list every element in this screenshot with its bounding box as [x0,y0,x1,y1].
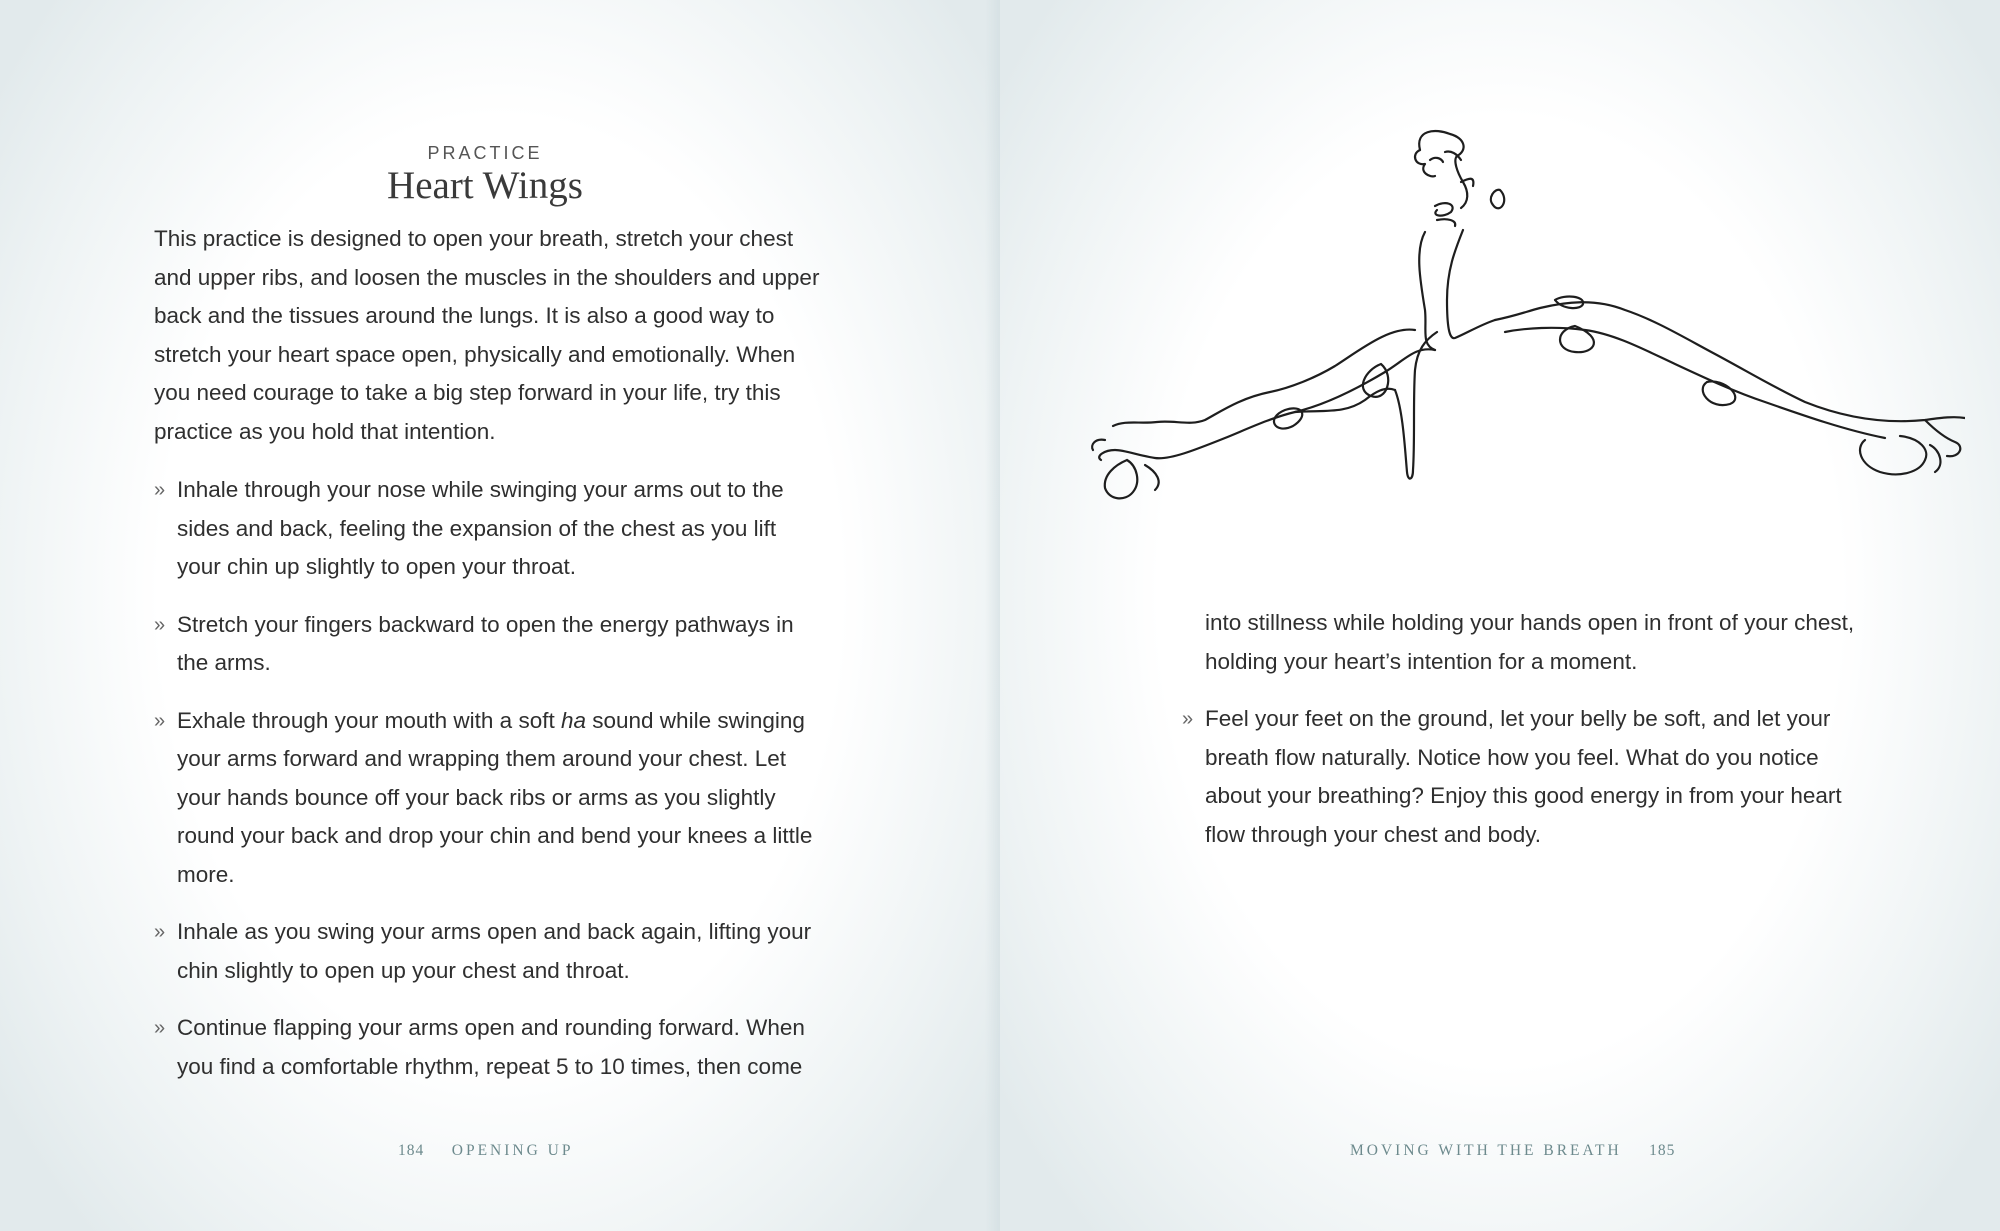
line-drawing-figure-icon [1085,120,1965,500]
bullet-icon: » [1182,708,1194,730]
practice-kicker: PRACTICE [427,143,543,163]
step-text: Stretch your fingers backward to open the energy pathways in the arms. [177,611,794,675]
step-text: Inhale through your nose while swinging your arms out to the sides and back, feeling the expansion of the chest as you lift your chin up slightly to open your throat. [177,477,784,579]
list-item [154,702,824,895]
running-head: OPENING UP [451,1142,574,1159]
list-item [154,1009,824,1086]
step-text-pre: Exhale through your mouth with a soft [177,707,561,733]
step-text: Inhale as you swing your arms open and back again, lifting your chin slightly to open up your chest and throat. [177,919,812,983]
list-item [1182,700,1842,854]
step-text [177,708,812,887]
list-item [154,471,824,587]
intro-paragraph: This practice is designed to open your breath, stretch your chest and upper ribs, and loosen the muscles in the shoulders and upper back and the tissues around the lungs. It is also a good way to stretch your heart space open, physically and emotionally. When you need courage to take a big step forward in your life, try this practice as you hold that intention. [154,226,820,444]
page-number: 184 [398,1142,425,1159]
bullet-icon: » [154,479,166,501]
continuation-paragraph: into stillness while holding your hands open in front of your chest, holding your heart’s intention for a moment. [1205,610,1855,674]
step-text-post: sound while swinging your arms forward and wrapping them around your chest. Let your hands bounce off your back ribs or arms as you slightly round your back and drop your chin and bend your knees a little more. [177,707,813,887]
running-head: MOVING WITH THE BREATH [1350,1142,1622,1159]
bullet-icon: » [154,1017,166,1039]
step-text: Feel your feet on the ground, let your belly be soft, and let your breath flow naturally. Notice how you feel. What do you notice about your breathing? Enjoy this good energy in from your heart flow through your chest and body. [1205,706,1842,847]
steps-list-right [1182,700,1842,873]
footer-right [1350,1142,1675,1160]
list-item [154,913,824,990]
list-item [154,606,824,683]
footer-left [398,1142,573,1160]
page-number: 185 [1649,1142,1676,1159]
step-text: Continue flapping your arms open and rounding forward. When you find a comfortable rhythm, repeat 5 to 10 times, then come [177,1015,805,1079]
bullet-icon: » [154,921,166,943]
bullet-icon: » [154,709,166,732]
steps-list [154,471,824,1105]
page-title: Heart Wings [387,164,583,207]
step-text-emphasis: ha [560,707,586,733]
bullet-icon: » [154,613,166,636]
